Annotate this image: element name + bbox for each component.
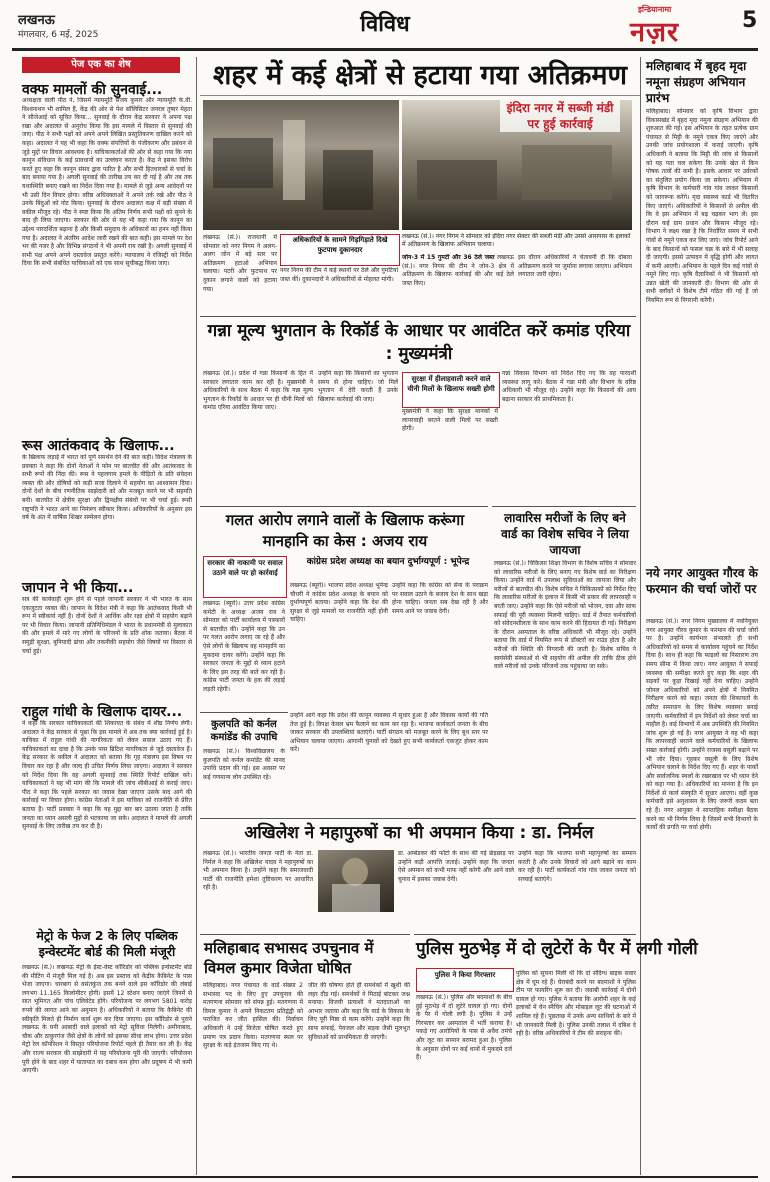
banner-subhead: इंदिरा नगर में सब्जी मंडी पर हुई कार्रवाई: [500, 100, 620, 132]
akhilesh-body-1: लखनऊ (सं.)। भारतीय जनता पार्टी के नेता डा. निर्मल ने कहा कि अखिलेश यादव ने महापुरुषों का भी अपमान किया है। उन्होंने कहा कि समाजवादी पार्टी की राजनीति हमेशा तुष्टिकरण पर आधारित रही है।: [203, 850, 313, 892]
police-badge-text: पुलिस ने किया गिरफ्तार: [434, 971, 496, 979]
left-h4: राहुल गांधी के खिलाफ दायर...: [22, 704, 183, 720]
page-number: 5: [742, 8, 758, 33]
lawaris-headline: लावारिस मरीजों के लिए बने वार्ड का विशेष सचिव ने लिया जायजा: [501, 511, 629, 557]
brand-small: इन्डियानामा: [638, 5, 672, 14]
left-h3: जापान ने भी किया...: [22, 580, 134, 596]
section-title: विविध: [360, 12, 410, 37]
sugarcane-headline: गन्ना मूल्य भुगतान के रिकॉर्ड के आधार पर आवंटित करें कमांड एरिया : मुख्यमंत्री: [207, 321, 631, 364]
rule-akhilesh: [200, 818, 636, 819]
ajay-headline: गलत आरोप लगाने वालों के खिलाफ करूंगा मानहानि का केस : अजय राय: [225, 511, 465, 550]
left-h2: रूस आतंकवाद के खिलाफ...: [22, 438, 175, 454]
police-body-1: लखनऊ (सं.)। पुलिस और बदमाशों के बीच हुई मुठभेड़ में दो लुटेरे घायल हो गए। दोनों के पैर में गोली लगी है। पुलिस ने उन्हें गिरफ्तार कर अस्पताल में भर्ती कराया है। पकड़े गए आरोपियों के पास से अवैध तमंचे और लूट का सामान बरामद हुआ है। पुलिस के अनुसार दोनों पर कई थानों में मुकदमे दर्ज हैं।: [416, 994, 512, 1062]
congress-subhead: कांग्रेस प्रदेश अध्यक्ष का बयान दुर्भाग्यपूर्ण : भूपेन्द्र: [306, 557, 470, 567]
banner-body-2: नगर निगम की टीम ने कई स्थानों पर ठेले और गुमटियां जब्त कीं। दुकानदारों ने अधिकारियों से मोहलत मांगी।: [280, 267, 398, 283]
sugarcane-badge: [402, 372, 500, 408]
sugarcane-body-4: गन्ना विकास विभाग को निर्देश दिए गए कि वह पारदर्शी व्यवस्था लागू करे। बैठक में गन्ना मंत्री और विभाग के वरिष्ठ अधिकारी भी मौजूद रहे। उन्होंने कहा कि किसानों की आय बढ़ाना सरकार की प्राथमिकता है।: [502, 370, 636, 403]
ajay-body-4: उन्होंने आगे कहा कि प्रदेश की कानून व्यवस्था में सुधार हुआ है और विकास कार्यों की गति तेज हुई है। विपक्ष केवल भ्रम फैलाने का काम कर रहा है। भाजपा कार्यकर्ता जनता के बीच जाकर सरकार की उपलब्धियां बताएंगे। पार्टी संगठन को मजबूत करने के लिए बूथ स्तर पर अभियान चलाया जाएगा। आगामी चुनावों को देखते हुए सभी कार्यकर्ता एकजुट होकर काम करें।: [290, 712, 488, 754]
col-divider-left: [196, 57, 197, 1175]
akhilesh-headline: अखिलेश ने महापुरुषों का भी अपमान किया : डा. निर्मल: [244, 823, 594, 843]
malihabad-body-2: जीत की घोषणा होते ही समर्थकों में खुशी की लहर दौड़ गई। समर्थकों ने मिठाई बांटकर जश्न मनाया। विजयी प्रत्याशी ने मतदाताओं का आभार जताया और कहा कि वार्ड के विकास के लिए पूरी निष्ठा से काम करेंगे। उन्होंने कहा कि साफ सफाई, पेयजल और सड़क जैसी मूलभूत सुविधाओं को प्राथमिकता दी जाएगी।: [308, 982, 410, 1041]
sarkar-badge-text: सरकार की नाकामी पर सवाल उठाने वाले पर हो कार्रवाई: [207, 559, 283, 577]
left-body-5: लखनऊ (सं.)। लखनऊ मेट्रो के ईस्ट-वेस्ट कॉरिडोर को पब्लिक इन्वेस्टमेंट बोर्ड की मीटिंग में मंजूरी मिल गई है। अब इस प्रस्ताव को केंद्रीय कैबिनेट के पास भेजा जाएगा। चारबाग से वसंतकुंज तक बनने वाले इस कॉरिडोर की लंबाई लगभग 11.165 किलोमीटर होगी। इसमें 12 स्टेशन बनाए जाएंगे जिनमें से सात भूमिगत और पांच एलिवेटेड होंगे। परियोजना पर लगभग 5801 करोड़ रुपये की लागत आने का अनुमान है। अधिकारियों ने बताया कि कैबिनेट की स्वीकृति मिलते ही निर्माण कार्य शुरू कर दिया जाएगा। इस कॉरिडोर से पुराने लखनऊ के घनी आबादी वाले इलाकों को मेट्रो सुविधा मिलेगी। अमीनाबाद, चौक और ठाकुरगंज जैसे क्षेत्रों के लोगों को इसका सीधा लाभ होगा। उत्तर प्रदेश मेट्रो रेल कॉर्पोरेशन ने विस्तृत परियोजना रिपोर्ट पहले ही तैयार कर ली है। केंद्र और राज्य सरकार की साझेदारी में यह परियोजना पूरी की जाएगी। परियोजना पूरी होने के बाद शहर में यातायात का दबाव कम होगा और प्रदूषण में भी कमी आएगी।: [22, 964, 192, 1075]
sugarcane-body-3: मुख्यमंत्री ने कहा कि सुरक्षा मानकों में लापरवाही बरतने वाली मिलों पर सख्ती होगी।: [402, 408, 498, 433]
rule-malihabad: [200, 934, 410, 935]
akhilesh-body-3: उन्होंने कहा कि भाजपा सभी महापुरुषों का सम्मान करती है और उनके विचारों को आगे बढ़ाने का काम कर रही है। पार्टी कार्यकर्ता गांव गांव जाकर जनता को सच्चाई बताएंगे।: [518, 850, 636, 883]
sugarcane-body-1: लखनऊ (सं.)। प्रदेश में गन्ना किसानों के हित में सरकार लगातार काम कर रही है। मुख्यमंत्री ने अधिकारियों के साथ बैठक में कहा कि गन्ना मूल्य भुगतान के रिकॉर्ड के आधार पर ही चीनी मिलों को कमांड एरिया आवंटित किया जाए।: [203, 370, 313, 412]
rule-sugarcane: [200, 316, 636, 317]
banner-body-4: इस दौरान अधिकारियों ने चेतावनी दी कि दोबारा अतिक्रमण करने पर जुर्माना लगाया जाएगा। अभियान लगातार जारी रहेगा।: [518, 254, 632, 279]
ajay-body-1: लखनऊ (ब्यूरो)। उत्तर प्रदेश कांग्रेस कमेटी के अध्यक्ष अजय राय ने सोमवार को पार्टी कार्यालय में पत्रकारों से बातचीत की। उन्होंने कहा कि उन पर गलत आरोप लगाए जा रहे हैं और ऐसे लोगों के खिलाफ वह मानहानि का मुकदमा दायर करेंगे। उन्होंने कहा कि सरकार जनता के मुद्दों से ध्यान हटाने के लिए इस तरह की बातें कर रही है। कांग्रेस पार्टी जनता के हक की लड़ाई लड़ती रहेगी।: [203, 600, 285, 693]
ajay-body-3: उन्होंने कहा कि कांग्रेस को सेना के पराक्रम पर सवाल उठाने के बजाय देश के साथ खड़ा होना चाहिए। जनता सब देख रही है और समय आने पर जवाब देगी।: [392, 582, 488, 615]
left-h1: वक्फ मामलों की सुनवाई...: [22, 82, 163, 98]
continued-bar: पेज एक का शेष: [22, 57, 180, 73]
left-body-lead: अध्यक्षता वाली पीठ ने, जिसमें न्यायमूर्ति संजय कुमार और न्यायमूर्ति के.वी. विश्वनाथन भी शामिल हैं, केंद्र की ओर से पेश सॉलिसिटर जनरल तुषार मेहता ने सीजेआई को सूचित किया...: [22, 97, 192, 122]
police-badge: [416, 968, 514, 992]
rule-police: [414, 934, 636, 935]
kulpati-body: लखनऊ (सं.)। विश्वविद्यालय के कुलपति को कर्नल कमांडेंट की मानद उपाधि प्रदान की गई। इस अवसर पर कई गणमान्य लोग उपस्थित रहे।: [203, 748, 285, 781]
masthead-date: मंगलवार, 6 मई, 2025: [18, 30, 99, 40]
malihabad-headline: मलिहाबाद सभासद उपचुनाव में विमल कुमार विजेता घोषित: [204, 939, 374, 977]
rule-kulpati: [200, 712, 288, 713]
police-body-2: पुलिस को सूचना मिली थी कि दो संदिग्ध बाइक सवार क्षेत्र में घूम रहे हैं। घेराबंदी करने पर बदमाशों ने पुलिस टीम पर फायरिंग शुरू कर दी। जवाबी कार्रवाई में दोनों घायल हो गए। पुलिस ने बताया कि आरोपी शहर के कई इलाकों में चेन स्नैचिंग और मोबाइल लूट की घटनाओं में शामिल रहे हैं। पूछताछ में उनके अन्य साथियों के बारे में भी जानकारी मिली है। पुलिस उनकी तलाश में दबिश दे रही है। वरिष्ठ अधिकारियों ने टीम की सराहना की।: [516, 970, 636, 1038]
lawaris-body: लखनऊ (सं.)। चिकित्सा शिक्षा विभाग के विशेष सचिव ने सोमवार को लावारिस मरीजों के लिए बनाए गए विशेष वार्ड का निरीक्षण किया। उन्होंने वार्ड में उपलब्ध सुविधाओं का जायजा लिया और मरीजों से बातचीत की। विशेष सचिव ने चिकित्सकों को निर्देश दिए कि लावारिस मरीजों के इलाज में किसी भी प्रकार की लापरवाही न बरती जाए। उन्होंने कहा कि ऐसे मरीजों को भोजन, दवा और साफ सफाई की पूरी व्यवस्था मिलनी चाहिए। वार्ड में तैनात कर्मचारियों को संवेदनशीलता के साथ काम करने की हिदायत दी गई। निरीक्षण के दौरान अस्पताल के वरिष्ठ अधिकारी भी मौजूद रहे। उन्होंने बताया कि वार्ड में नियमित रूप से डॉक्टरों का राउंड होता है और मरीजों की स्थिति की निगरानी की जाती है। विशेष सचिव ने स्वयंसेवी संस्थाओं से भी सहयोग की अपील की ताकि ठीक होने वाले मरीजों को उनके परिजनों तक पहुंचाया जा सके।: [494, 560, 636, 671]
sugarcane-badge-text: सुरक्षा में हीलाहवाली करने वाले चीनी मिलों के खिलाफ सख्ती होगी: [407, 375, 495, 393]
akhilesh-body-2: डा. अम्बेडकर की फोटो के साथ की गई छेड़छाड़ पर उन्होंने कड़ी आपत्ति जताई। उन्होंने कहा कि जनता ऐसे अपमान को कभी माफ नहीं करेगी और आने वाले चुनाव में इसका जवाब देगी।: [398, 850, 514, 883]
rule-ajay: [200, 506, 488, 507]
masthead: [0, 0, 770, 50]
police-headline: पुलिस मुठभेड़ में दो लुटेरों के पैर में लगी गोली: [416, 939, 698, 959]
sarkar-badge: [203, 556, 287, 598]
left-body-3: सत्र की कार्यवाही शुरू होने से पहले जापानी सरकार ने भी भारत के साथ एकजुटता व्यक्त की। जापान के विदेश मंत्री ने कहा कि आतंकवाद किसी भी रूप में स्वीकार्य नहीं है। दोनों देशों ने आर्थिक और रक्षा क्षेत्रों में सहयोग बढ़ाने पर भी विचार किया। जापानी प्रतिनिधिमंडल ने भारत के प्रधानमंत्री से मुलाकात की और हमले में मारे गए लोगों के परिजनों के प्रति शोक जताया। बैठक में समुद्री सुरक्षा, बुनियादी ढांचा और तकनीकी सहयोग जैसे विषयों पर विस्तार से चर्चा हुई।: [22, 596, 192, 655]
brand-big: नज़र: [630, 17, 680, 48]
sugarcane-body-2: उन्होंने कहा कि किसानों का भुगतान समय से होना चाहिए। जो मिलें भुगतान में देरी करती हैं उनके खिलाफ कार्रवाई की जाए।: [318, 370, 398, 403]
right-h1: मलिहाबाद में बृहद मृदा नमूना संग्रहण अभियान प्रारंभ: [646, 59, 747, 105]
col-divider-right: [640, 57, 641, 1175]
officer-badge: [280, 234, 400, 266]
left-body-4: ने कहा कि सरकार याचिकाकर्ता की शिकायत के संबंध में शीघ्र निर्णय लेगी। अदालत ने केंद्र सरकार से पूछा कि इस मामले में अब तक क्या कार्रवाई हुई है। याचिका में राहुल गांधी की नागरिकता को लेकर सवाल उठाए गए हैं। याचिकाकर्ता का दावा है कि उनके पास ब्रिटिश नागरिकता से जुड़े दस्तावेज हैं। केंद्र सरकार के वकील ने अदालत को बताया कि गृह मंत्रालय इस विषय पर विचार कर रहा है और जल्द ही उचित निर्णय लिया जाएगा। अदालत ने सरकार को निर्देश दिया कि वह अगली सुनवाई तक स्थिति रिपोर्ट दाखिल करे। याचिकाकर्ता ने यह भी मांग की कि मामले की जांच सीबीआई से कराई जाए। पीठ ने कहा कि पहले सरकार का जवाब देखा जाएगा उसके बाद आगे की कार्रवाई पर विचार होगा। कांग्रेस नेताओं ने इस याचिका को राजनीति से प्रेरित बताया है। पार्टी प्रवक्ता ने कहा कि यह मुद्दा बार बार उठाया जाता है ताकि जनता का ध्यान असली मुद्दों से भटकाया जा सके। अदालत ने मामले की अगली सुनवाई के लिए तारीख तय कर दी है।: [22, 720, 192, 831]
brand-logo: [630, 4, 734, 48]
officer-badge-text: अधिकारियों के सामने गिड़गिड़ाते दिखे फुटपाथ दुकानदार: [292, 236, 388, 254]
left-body-2: के खिलाफ लड़ाई में भारत को पूर्ण समर्थन देने की बात कही। विदेश मंत्रालय के प्रवक्ता ने कहा कि दोनों नेताओं ने फोन पर बातचीत की और आतंकवाद के सभी रूपों की निंदा की। रूस ने पहलगाम हमले के पीड़ितों के प्रति संवेदना व्यक्त की और दोषियों को कड़ी सजा दिलाने में सहयोग का आश्वासन दिया। दोनों देशों के बीच रणनीतिक साझेदारी को और मजबूत करने पर भी सहमति बनी। बातचीत में क्षेत्रीय सुरक्षा और द्विपक्षीय संबंधों पर भी चर्चा हुई। रूसी राष्ट्रपति ने भारत आने का निमंत्रण स्वीकार किया। अधिकारियों के अनुसार इस वर्ष के अंत में वार्षिक शिखर सम्मेलन होगा।: [22, 454, 192, 522]
main-headline: शहर में कई क्षेत्रों से हटाया गया अतिक्रमण: [212, 60, 628, 91]
footer-rule: [12, 1176, 758, 1178]
banner-rule: [200, 95, 640, 96]
masthead-city: लखनऊ: [18, 13, 55, 28]
banner-body-1: लखनऊ (सं.)। राजधानी में सोमवार को नगर निगम ने अलग-अलग जोन में बड़े स्तर पर अतिक्रमण हटाओ अभियान चलाया। पटरी और फुटपाथ पर दुकान लगाने वालों को हटाया गया।: [203, 234, 277, 293]
nirmal-photo: [318, 850, 394, 912]
zone-note: जोन-3 में 15 गुमटी और 36 ठेले जब्त: [402, 254, 495, 261]
left-h5: मेट्रो के फेज 2 के लिए पब्लिक इन्वेस्टमेंट बोर्ड की मिली मंजूरी: [36, 928, 178, 959]
photo-caption: लखनऊ (सं.)। नगर निगम ने सोमवार को इंदिरा नगर सेक्टर की सब्जी मंडी और उससे आसपास के इलाकों में अतिक्रमण के खिलाफ अभियान चलाया।: [402, 233, 631, 248]
right-body-1: मलिहाबाद। सोमवार को कृषि विभाग द्वारा विकासखंड में बृहद मृदा नमूना संग्रहण अभियान की शुरुआत की गई। इस अभियान के तहत प्रत्येक ग्राम पंचायत से मिट्टी के नमूने एकत्र किए जाएंगे और उनकी जांच प्रयोगशाला में कराई जाएगी। कृषि अधिकारी ने बताया कि मिट्टी की जांच से किसानों को यह पता चल सकेगा कि उनके खेत में किन पोषक तत्वों की कमी है। इसके आधार पर उर्वरकों का संतुलित प्रयोग किया जा सकेगा। अभियान में कृषि विभाग के कर्मचारी गांव गांव जाकर किसानों को जागरूक करेंगे। मृदा स्वास्थ्य कार्ड भी वितरित किए जाएंगे। अधिकारियों ने किसानों से अपील की कि वे इस अभियान में बढ़ चढ़कर भाग लें। इस दौरान कई ग्राम प्रधान और किसान मौजूद रहे। विभाग ने लक्ष्य रखा है कि निर्धारित समय में सभी गांवों से नमूने एकत्र कर लिए जाएं। जांच रिपोर्ट आने के बाद किसानों को फसल चक्र के बारे में भी सलाह दी जाएगी। इससे उत्पादन में वृद्धि होगी और लागत में कमी आएगी। अभियान के पहले दिन कई गांवों से नमूने लिए गए। कृषि वैज्ञानिकों ने भी किसानों को उन्नत खेती की जानकारी दी। विभाग की ओर से सभी ब्लॉकों में विशेष टीमें गठित की गई हैं जो नियमित रूप से निगरानी करेंगी।: [646, 108, 758, 305]
masthead-rule: [12, 48, 758, 51]
banner-body-3: जोन-3 में 15 गुमटी और 36 ठेले जब्त लखनऊ (सं.)। नगर निगम की टीम ने जोन-3 क्षेत्र में अतिक्रमण के खिलाफ कार्रवाई की और कई ठेले जब्त किए।: [402, 254, 514, 287]
rule-lawaris: [492, 506, 636, 507]
right-body-2: लखनऊ (सं.)। नगर निगम मुख्यालय में नवनियुक्त नगर आयुक्त गौरव कुमार के फरमान की चर्चा जोरों पर है। उन्होंने कार्यभार संभालते ही सभी अधिकारियों को समय से कार्यालय पहुंचने का निर्देश दिया है। साथ ही कहा कि फाइलों का निस्तारण तय समय सीमा में किया जाए। नगर आयुक्त ने सफाई व्यवस्था की समीक्षा करते हुए कहा कि शहर की सड़कों पर कूड़ा दिखाई नहीं देना चाहिए। उन्होंने जोनल अधिकारियों को अपने क्षेत्रों में नियमित निरीक्षण करने को कहा। जनता की शिकायतों के त्वरित समाधान के लिए विशेष व्यवस्था बनाई जाएगी। कर्मचारियों में इन निर्देशों को लेकर चर्चा का माहौल है। कई विभागों में अब उपस्थिति की नियमित जांच शुरू हो गई है। नगर आयुक्त ने यह भी कहा कि लापरवाही बरतने वाले कर्मचारियों के खिलाफ सख्त कार्रवाई होगी। उन्होंने राजस्व वसूली बढ़ाने पर भी जोर दिया। गृहकर वसूली के लिए विशेष अभियान चलाने के निर्देश दिए गए हैं। शहर के पार्कों और सार्वजनिक स्थलों के रखरखाव पर भी ध्यान देने को कहा गया है। अधिकारियों का मानना है कि इन निर्देशों से कार्य संस्कृति में सुधार आएगा। वहीं कुछ कर्मचारी इसे अनुशासन के लिए जरूरी कदम बता रहे हैं। नगर आयुक्त ने साप्ताहिक समीक्षा बैठक करने का भी निर्णय लिया है जिसमें सभी विभागों के कार्यों की प्रगति पर चर्चा होगी।: [646, 618, 758, 832]
malihabad-body-1: मलिहाबाद। नगर पंचायत के वार्ड संख्या 2 सभासद पद के लिए हुए उपचुनाव की मतगणना सोमवार को संपन्न हुई। मतगणना में विमल कुमार ने अपने निकटतम प्रतिद्वंद्वी को पराजित कर जीत हासिल की। निर्वाचन अधिकारी ने उन्हें विजेता घोषित करते हुए प्रमाण पत्र प्रदान किया। मतगणना स्थल पर सुरक्षा के कड़े इंतजाम किए गए थे।: [203, 982, 303, 1050]
ajay-body-2: लखनऊ (ब्यूरो)। भाजपा प्रदेश अध्यक्ष भूपेन्द्र चौधरी ने कांग्रेस प्रदेश अध्यक्ष के बयान को दुर्भाग्यपूर्ण बताया। उन्होंने कहा कि देश की सुरक्षा से जुड़े मामलों पर राजनीति नहीं होनी चाहिए।: [290, 582, 388, 624]
encroachment-photo-1: [203, 100, 399, 230]
kulpati-headline: कुलपति को कर्नल कमांडेंड की उपाधि: [210, 719, 278, 743]
right-h2: नये नगर आयुक्त गौरव के फरमान की चर्चा जोरों पर: [646, 566, 758, 596]
left-body-1: अध्यक्षता वाली पीठ ने, जिसमें न्यायमूर्ति संजय कुमार और न्यायमूर्ति के.वी. विश्वनाथन भी शामिल हैं, केंद्र की ओर से पेश सॉलिसिटर जनरल तुषार मेहता ने सीजेआई को सूचित किया... सुनवाई के दौरान केंद्र सरकार ने अपना पक्ष रखा और अदालत से अनुरोध किया कि इस मामले में विस्तार से सुनवाई की जाए। पीठ ने सभी पक्षों को अपने अपने लिखित प्रस्तुतिकरण दाखिल करने को कहा। अदालत ने यह भी कहा कि वक्फ संपत्तियों के पंजीकरण और प्रबंधन से जुड़े मुद्दों पर विचार आवश्यक है। याचिकाकर्ताओं की ओर से कहा गया कि नया कानून संविधान के कई प्रावधानों का उल्लंघन करता है। केंद्र ने इसका विरोध करते हुए कहा कि कानून संसद द्वारा पारित है और सभी हितधारकों से चर्चा के बाद बनाया गया है। अगली सुनवाई की तारीख तय कर दी गई है और तब तक यथास्थिति बनाए रखने का निर्देश दिया गया है। मामले से जुड़े अन्य आवेदनों पर भी उसी दिन विचार होगा। वरिष्ठ अधिवक्ताओं ने अपने तर्क रखे और पीठ ने उनके बिंदुओं को नोट किया। सुनवाई के दौरान अदालत कक्ष में बड़ी संख्या में वकील मौजूद रहे। पीठ ने स्पष्ट किया कि अंतिम निर्णय सभी पक्षों को सुनने के बाद ही लिया जाएगा। सरकार की ओर से यह भी कहा गया कि कानून का उद्देश्य पारदर्शिता बढ़ाना है और किसी समुदाय के अधिकारों का हनन नहीं किया गया है। अदालत ने अंतरिम आदेश जारी रखने की बात कही। इस मामले पर देश भर की नजर है और विभिन्न संगठनों ने भी अपनी राय रखी है। अगली सुनवाई में सभी पक्ष अपने अपने दस्तावेज प्रस्तुत करेंगे। न्यायालय ने रजिस्ट्री को निर्देश दिया कि सभी संबंधित याचिकाओं को एक साथ सूचीबद्ध किया जाए।: [22, 97, 192, 268]
